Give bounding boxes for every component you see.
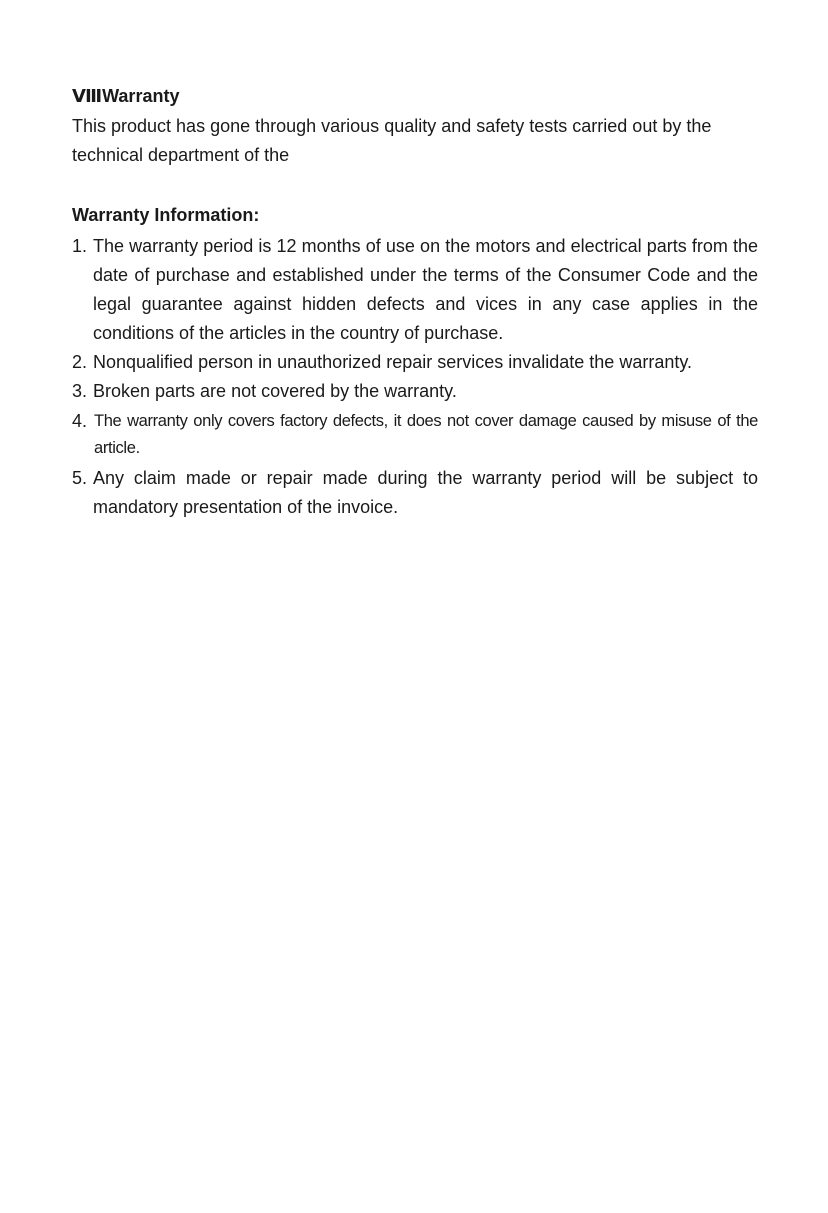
item-number: 5. bbox=[72, 468, 88, 488]
list-item bbox=[72, 408, 758, 462]
item-text: The warranty period is 12 months of use on the motors and electrical parts from the date of purchase and established under the terms of the Consumer Code and the legal guarantee against hidden defects and vices in any case applies in the conditions of the articles in the country of purchase. bbox=[93, 236, 758, 343]
item-number: 1. bbox=[72, 236, 88, 256]
item-number: 4. bbox=[72, 411, 88, 431]
item-text: Broken parts are not covered by the warranty. bbox=[93, 381, 457, 401]
list-item bbox=[72, 464, 758, 522]
warranty-info-heading: Warranty Information: bbox=[72, 205, 260, 225]
warranty-page bbox=[72, 84, 758, 522]
list-item bbox=[72, 377, 758, 406]
intro-paragraph: This product has gone through various quality and safety tests carried out by the technical department of the bbox=[72, 116, 712, 165]
item-number: 2. bbox=[72, 352, 88, 372]
warranty-terms-list bbox=[72, 232, 758, 522]
item-text: Nonqualified person in unauthorized repair services invalidate the warranty. bbox=[93, 352, 693, 372]
list-item bbox=[72, 348, 758, 377]
item-number: 3. bbox=[72, 381, 88, 401]
section-title: ⅧWarranty bbox=[72, 86, 180, 106]
item-text: The warranty only covers factory defects, it does not cover damage caused by misuse of the article. bbox=[94, 412, 758, 457]
item-text: Any claim made or repair made during the warranty period will be subject to mandatory presentation of the invoice. bbox=[93, 468, 758, 517]
list-item bbox=[72, 232, 758, 348]
